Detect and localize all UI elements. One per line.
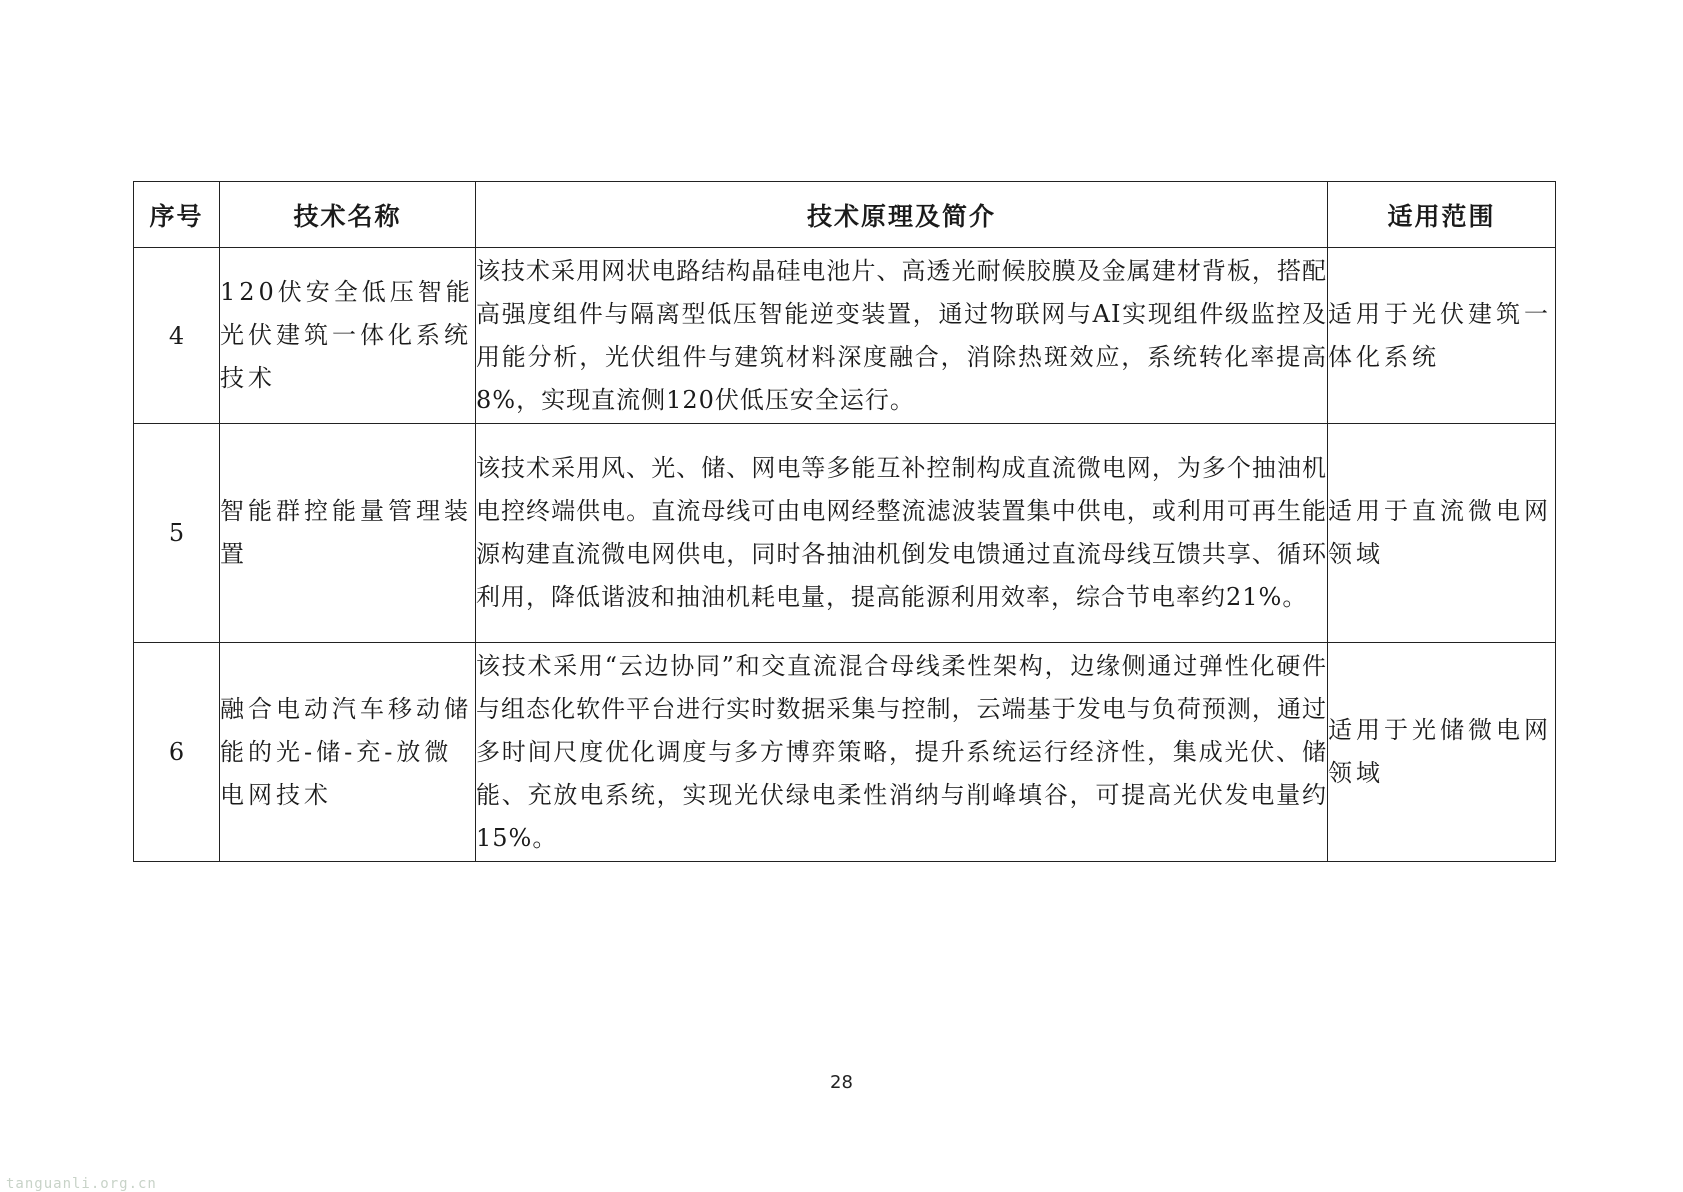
table-header-row	[134, 182, 1556, 248]
header-number: 序号	[134, 182, 220, 248]
technology-table	[133, 181, 1556, 862]
row-description: 该技术采用“云边协同”和交直流混合母线柔性架构，边缘侧通过弹性化硬件与组态化软件平台进行实时数据采集与控制，云端基于发电与负荷预测，通过多时间尺度优化调度与多方博弈策略，提升系统运行经济性，集成光伏、储能、充放电系统，实现光伏绿电柔性消纳与削峰填谷，可提高光伏发电量约15%。	[476, 643, 1328, 862]
row-number: 4	[134, 248, 220, 424]
row-number: 6	[134, 643, 220, 862]
row-technology-name: 120伏安全低压智能光伏建筑一体化系统技术	[220, 248, 476, 424]
watermark: tanguanli.org.cn	[6, 1176, 157, 1192]
table-row	[134, 643, 1556, 862]
row-number: 5	[134, 424, 220, 643]
header-scope: 适用范围	[1328, 182, 1556, 248]
header-name: 技术名称	[220, 182, 476, 248]
row-description: 该技术采用网状电路结构晶硅电池片、高透光耐候胶膜及金属建材背板，搭配高强度组件与隔离型低压智能逆变装置，通过物联网与AI实现组件级监控及用能分析，光伏组件与建筑材料深度融合，消除热斑效应，系统转化率提高8%，实现直流侧120伏低压安全运行。	[476, 248, 1328, 424]
row-technology-name: 智能群控能量管理装置	[220, 424, 476, 643]
row-scope: 适用于直流微电网领域	[1328, 424, 1556, 643]
row-technology-name: 融合电动汽车移动储能的光-储-充-放微电网技术	[220, 643, 476, 862]
row-description: 该技术采用风、光、储、网电等多能互补控制构成直流微电网，为多个抽油机电控终端供电。直流母线可由电网经整流滤波装置集中供电，或利用可再生能源构建直流微电网供电，同时各抽油机倒发电馈通过直流母线互馈共享、循环利用，降低谐波和抽油机耗电量，提高能源利用效率，综合节电率约21%。	[476, 424, 1328, 643]
row-scope: 适用于光伏建筑一体化系统	[1328, 248, 1556, 424]
table-row	[134, 248, 1556, 424]
row-scope: 适用于光储微电网领域	[1328, 643, 1556, 862]
header-description: 技术原理及简介	[476, 182, 1328, 248]
table-row	[134, 424, 1556, 643]
page-number: 28	[830, 1072, 853, 1093]
